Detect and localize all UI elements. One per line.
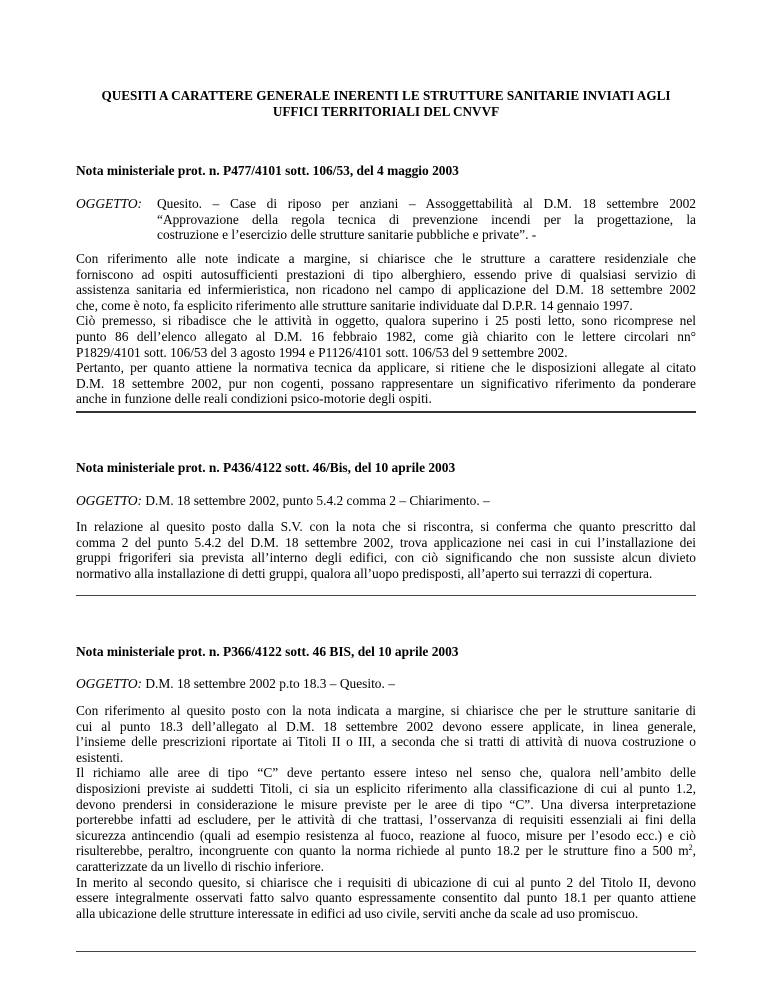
section-divider: [76, 595, 696, 596]
section2-oggetto-label: OGGETTO:: [76, 493, 142, 508]
section3-body-line: disposizioni previste ai suddetti Titoli, ci sia un esplicito riferimento alla classificazione di cui al punto 1.2,: [76, 780, 696, 796]
section3-body-line: esistenti.: [76, 749, 124, 765]
section1-body-line: punto 86 dell’elenco allegato al D.M. 16 febbraio 1982, come già chiarito con le lettere circolari nn°: [76, 328, 696, 344]
section3-oggetto-label: OGGETTO:: [76, 676, 142, 691]
section2-oggetto: [76, 493, 490, 509]
section1-oggetto-label: OGGETTO:: [76, 196, 142, 211]
section3-body: [76, 703, 696, 921]
superscript-2: 2: [688, 843, 693, 853]
section3-body-line: l’insieme delle prescrizioni riportate ai Titoli II o III, a seconda che si tratti di attività di nuova costruzione o: [76, 734, 696, 750]
section3-heading: Nota ministeriale prot. n. P366/4122 sott. 46 BIS, del 10 aprile 2003: [76, 644, 459, 659]
section2-body-line: gruppi frigoriferi sia prevista all’interno degli edifici, con ciò significando che non sussiste alcun divieto: [76, 550, 696, 566]
superscript-suffix: ,: [692, 843, 696, 859]
section2-body-line: In relazione al quesito posto dalla S.V. con la nota che si riscontra, si conferma che quanto prescritto dal: [76, 519, 696, 534]
section3-body-line: In merito al secondo quesito, si chiarisce che i requisiti di ubicazione di cui al punto 2 del Titolo II, devono: [76, 874, 696, 890]
section3-body-line: devono prendersi in considerazione le misure previste per le aree di tipo “C”. Una diversa interpretazione: [76, 796, 696, 812]
section3-body-line: caratterizzate da un livello di rischio inferiore.: [76, 858, 324, 874]
document-title: [76, 88, 696, 120]
section2-heading: Nota ministeriale prot. n. P436/4122 sott. 46/Bis, del 10 aprile 2003: [76, 460, 456, 475]
section1-oggetto-line: Quesito. – Case di riposo per anziani – Assoggettabilità al D.M. 18 settembre 2002: [157, 196, 696, 211]
section3-body-line: alla ubicazione delle strutture interessate in edifici ad uso civile, serviti anche da scale ad uso promiscuo.: [76, 905, 639, 921]
section2-oggetto-text: D.M. 18 settembre 2002, punto 5.4.2 comma 2 – Chiarimento. –: [141, 493, 490, 508]
section3-body-line-text: risulterebbe, peraltro, incongruente con quanto la norma richiede al punto 18.2 per le strutture fino a 500 m: [76, 843, 689, 859]
section1-body-line: assistenza sanitaria ed infermieristica, non ricadono nel campo di applicazione del D.M. 18 settembre 2002: [76, 282, 696, 298]
section1-body-line: che, come è noto, fa esplicito riferimento alle strutture sanitarie individuate dal D.P.R. 14 gennaio 1997.: [76, 297, 633, 313]
section1-body-line: forniscono ad ospiti autosufficienti prestazioni di tipo alberghiero, essendo prive di qualsiasi servizio di: [76, 266, 696, 282]
section1-oggetto-text: [157, 196, 696, 243]
section1-body-line: D.M. 18 settembre 2002, pur non cogenti, possano rappresentare un significativo riferimento da ponderare: [76, 375, 696, 391]
section2-body-line: comma 2 del punto 5.4.2 del D.M. 18 settembre 2002, trova applicazione nei casi in cui l’installazione dei: [76, 534, 696, 550]
section3-oggetto: [76, 676, 395, 692]
section3-body-line: essere integralmente osservati fatto salvo quanto espressamente consentito dal punto 18.1 per quanto attiene: [76, 890, 696, 906]
section1-body-line: Ciò premesso, si ribadisce che le attività in oggetto, qualora superino i 25 posti letto, sono ricomprese nel: [76, 313, 696, 329]
section3-oggetto-text: D.M. 18 settembre 2002 p.to 18.3 – Quesito. –: [141, 676, 395, 691]
title-line-2: UFFICI TERRITORIALI DEL CNVVF: [272, 104, 500, 119]
title-line-1: QUESITI A CARATTERE GENERALE INERENTI LE STRUTTURE SANITARIE INVIATI AGLI: [101, 88, 671, 103]
section1-body: [76, 251, 696, 407]
section1-body-line: Pertanto, per quanto attiene la normativa tecnica da applicare, si ritiene che le disposizioni allegate al citato: [76, 360, 696, 376]
section2-body-line: normativo alla installazione di detti gruppi, qualora all’uopo predisposti, all’aperto sui terrazzi di copertura.: [76, 565, 653, 581]
section1-body-line: P1829/4101 sott. 106/53 del 3 agosto 1994 e P1126/4101 sott. 106/53 del 9 settembre 2002.: [76, 344, 568, 360]
section3-body-line: porterebbe infatti ad escludere, per le attività di che trattasi, l’osservanza di requisiti essenziali ai fini della: [76, 812, 696, 828]
section1-oggetto-line: “Approvazione della regola tecnica di prevenzione incendi per la progettazione, la: [157, 211, 696, 227]
section1-oggetto-line: costruzione e l’esercizio delle strutture sanitarie pubbliche e private”. -: [157, 227, 537, 243]
section2-body: [76, 519, 696, 581]
section3-body-line: Con riferimento al quesito posto con la nota indicata a margine, si chiarisce che per le strutture sanitarie di: [76, 703, 696, 718]
section1-heading: Nota ministeriale prot. n. P477/4101 sott. 106/53, del 4 maggio 2003: [76, 163, 459, 178]
section3-body-line: cui al punto 18.3 dell’allegato al D.M. 18 settembre 2002 devono essere applicate, in linea generale,: [76, 718, 696, 734]
section3-body-line: sicurezza antincendio (quali ad esempio resistenza al fuoco, reazione al fuoco, misure per l’esodo ecc.) e ciò: [76, 827, 696, 843]
section3-body-line-with-superscript: [76, 843, 696, 859]
section1-body-line: anche in funzione delle reali condizioni psico-motorie degli ospiti.: [76, 391, 432, 407]
section-divider: [76, 411, 696, 413]
section1-body-line: Con riferimento alle note indicate a margine, si chiarisce che le strutture a carattere residenziale che: [76, 251, 696, 266]
section-divider: [76, 951, 696, 952]
section3-body-line: Il richiamo alle aree di tipo “C” deve pertanto essere inteso nel senso che, qualora nell’ambito delle: [76, 765, 696, 781]
